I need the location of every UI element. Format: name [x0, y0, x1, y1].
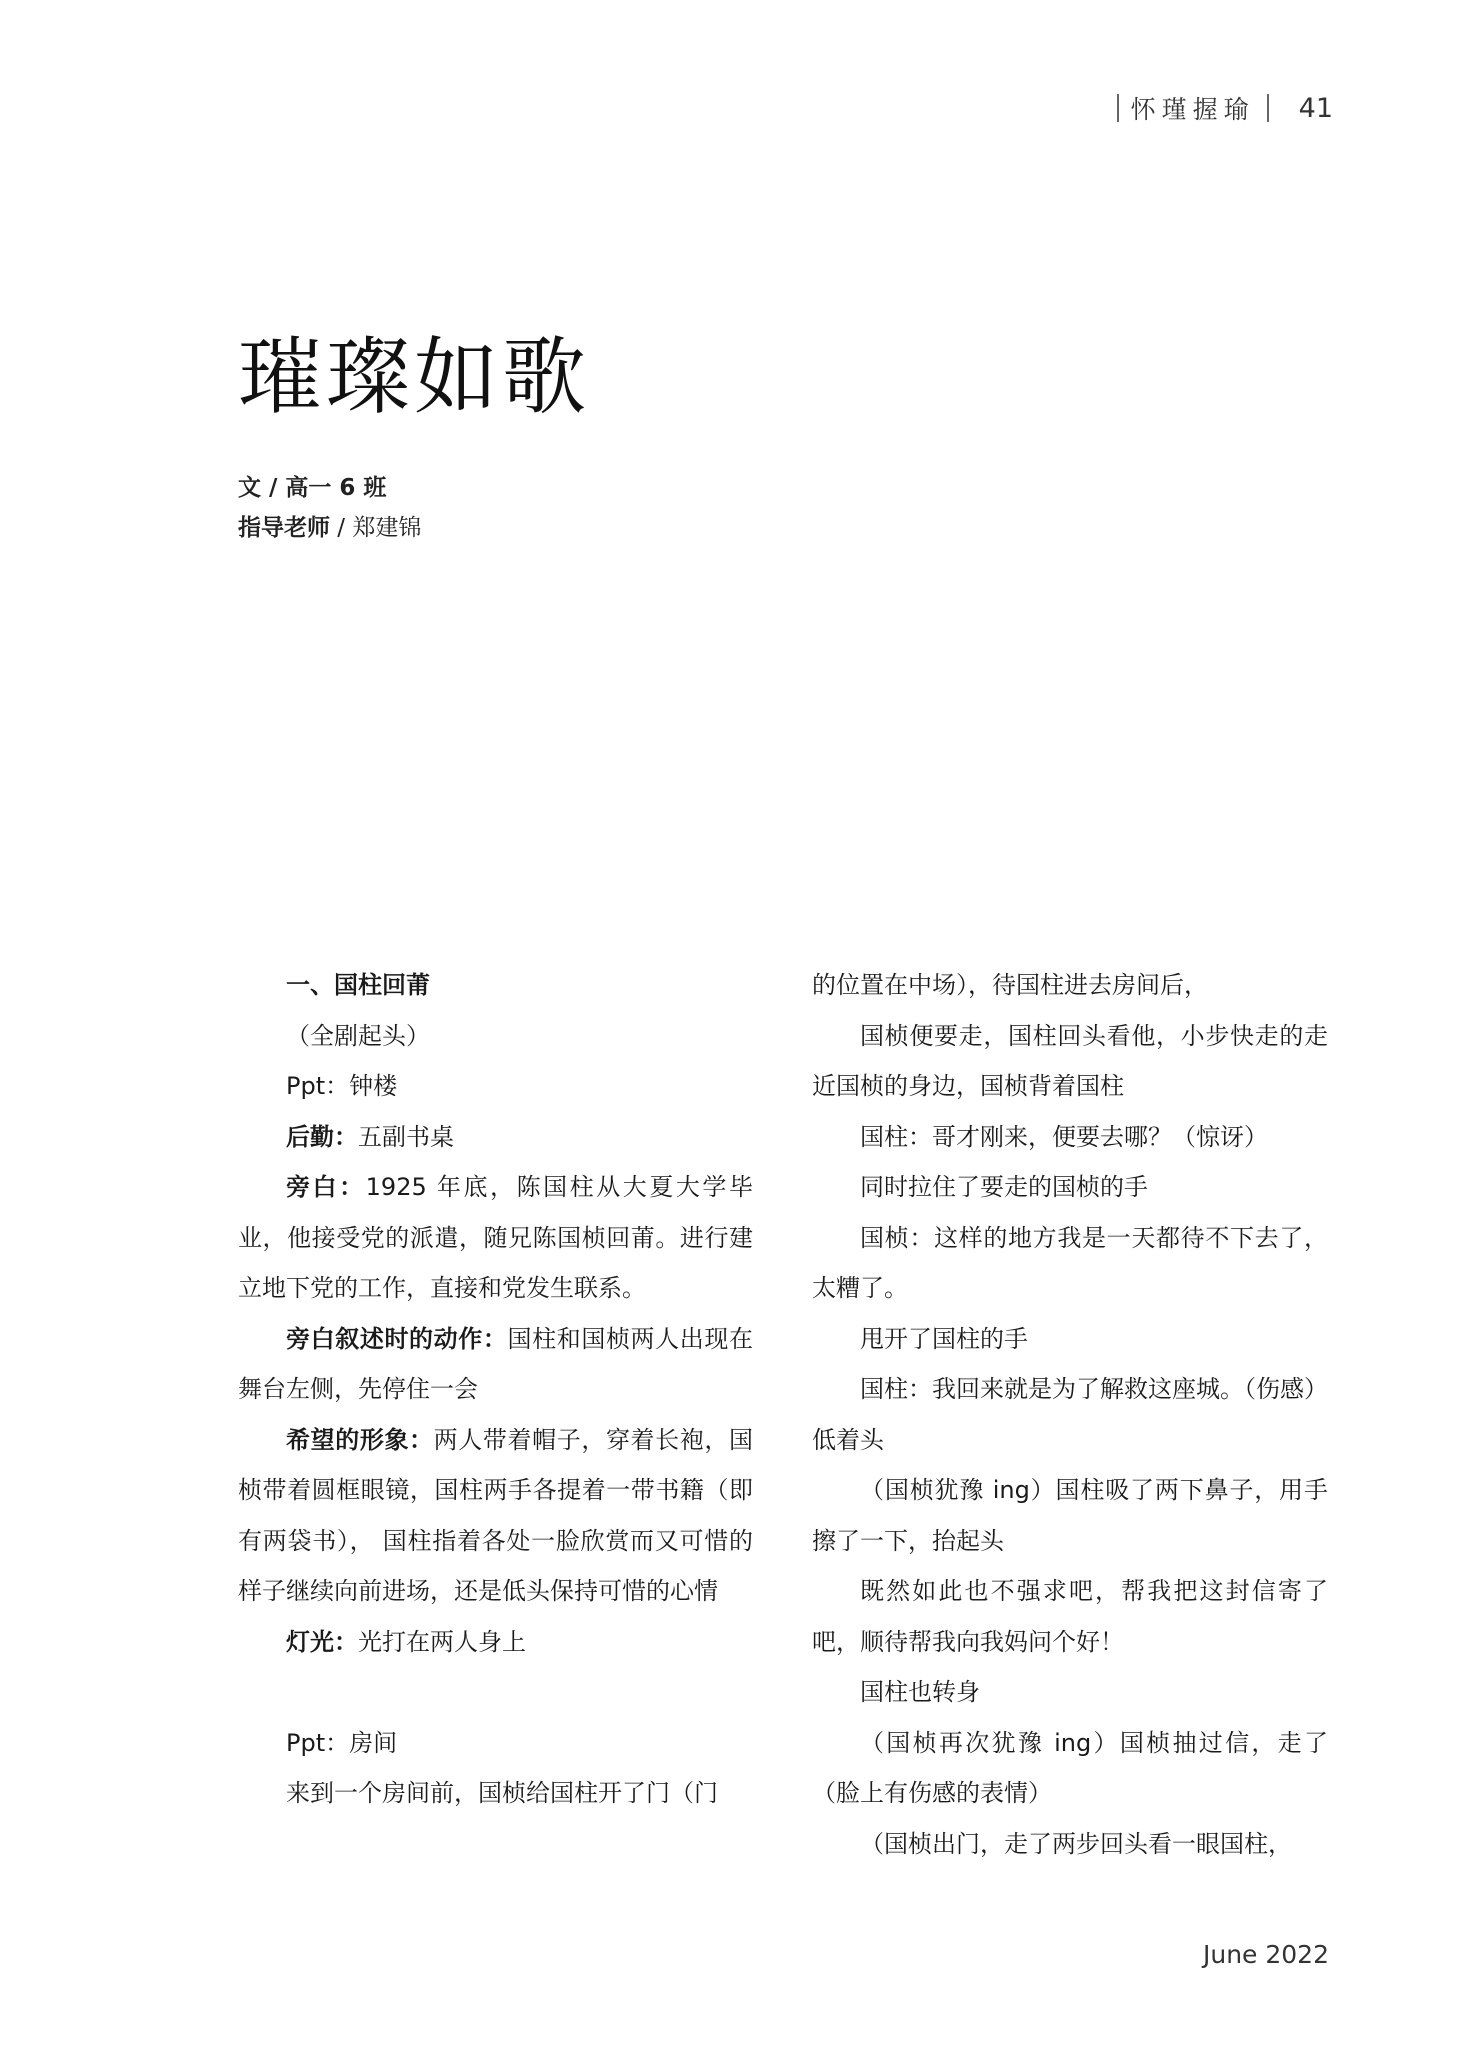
paragraph — [238, 1112, 753, 1163]
cue-text: 1925 年底，陈国柱从大夏大学毕业，他接受党的派遣，随兄陈国桢回莆。进行建立地下党的工作，直接和党发生联系。 — [238, 1173, 753, 1302]
paragraph: 既然如此也不强求吧，帮我把这封信寄了吧，顺待帮我向我妈问个好！ — [812, 1577, 1328, 1656]
paragraph: （国桢犹豫 ing）国柱吸了两下鼻子，用手擦了一下，抬起头 — [812, 1476, 1328, 1555]
cue-text: 两人带着帽子，穿着长袍，国桢带着圆框眼镜，国柱两手各提着一带书籍（即有两袋书）， 国柱指着各处一脸欣赏而又可惜的样子继续向前进场，还是低头保持可惜的心情 — [238, 1425, 754, 1605]
header-divider — [1117, 94, 1119, 122]
author-line: 文 / 高一 6 班 — [238, 475, 387, 501]
paragraph: 同时拉住了要走的国桢的手 — [860, 1173, 1148, 1201]
cue-label: 旁白叙述时的动作： — [286, 1324, 508, 1353]
paragraph: 国桢：这样的地方我是一天都待不下去了，太糟了。 — [812, 1223, 1328, 1302]
byline — [238, 468, 421, 548]
paragraph: 国柱也转身 — [860, 1678, 980, 1706]
cue-text: 光打在两人身上 — [358, 1627, 526, 1656]
paragraph: 国柱：哥才刚来，便要去哪？（惊讶） — [860, 1122, 1268, 1151]
footer-date: June 2022 — [1202, 1940, 1329, 1969]
right-column — [812, 960, 1328, 1869]
running-header — [1105, 90, 1333, 126]
paragraph — [238, 1162, 753, 1314]
section-heading: 一、国柱回莆 — [286, 971, 430, 999]
article-title: 璀璨如歌 — [238, 328, 591, 426]
paragraph: （国桢再次犹豫 ing）国桢抽过信，走了（脸上有伤感的表情） — [812, 1728, 1328, 1807]
section-name: 怀瑾握瑜 — [1130, 95, 1255, 124]
paragraph: 国柱：我回来就是为了解救这座城。（伤感）低着头 — [812, 1375, 1328, 1454]
paragraph: 国桢便要走，国柱回头看他，小步快走的走近国桢的身边，国桢背着国柱 — [812, 1021, 1328, 1100]
paragraph: 来到一个房间前，国桢给国柱开了门（门 — [286, 1779, 718, 1807]
paragraph — [238, 1617, 753, 1668]
advisor-line — [238, 508, 421, 548]
paragraph — [238, 1314, 753, 1415]
advisor-name: 郑建锦 — [352, 515, 422, 541]
cue-label: 希望的形象： — [286, 1425, 434, 1454]
paragraph: 的位置在中场），待国柱进去房间后， — [812, 971, 1208, 999]
paragraph: （国桢出门，走了两步回头看一眼国柱， — [860, 1829, 1292, 1858]
paragraph: Ppt：房间 — [286, 1728, 398, 1757]
blank-line — [238, 1667, 753, 1718]
paragraph: 甩开了国柱的手 — [860, 1324, 1028, 1353]
cue-text: 五副书桌 — [358, 1122, 454, 1151]
page-number: 41 — [1298, 92, 1333, 124]
paragraph: （全剧起头） — [286, 1021, 430, 1050]
cue-text: 国柱和国桢两人出现在舞台左侧，先停住一会 — [238, 1324, 753, 1403]
cue-label: 灯光： — [286, 1627, 358, 1656]
advisor-label: 指导老师 — [238, 515, 330, 541]
paragraph — [238, 1415, 753, 1617]
header-divider — [1267, 94, 1269, 122]
left-column — [238, 960, 753, 1819]
paragraph: Ppt：钟楼 — [286, 1072, 398, 1100]
advisor-separator: / — [330, 515, 353, 541]
cue-label: 旁白： — [286, 1173, 366, 1201]
cue-label: 后勤： — [286, 1122, 358, 1151]
